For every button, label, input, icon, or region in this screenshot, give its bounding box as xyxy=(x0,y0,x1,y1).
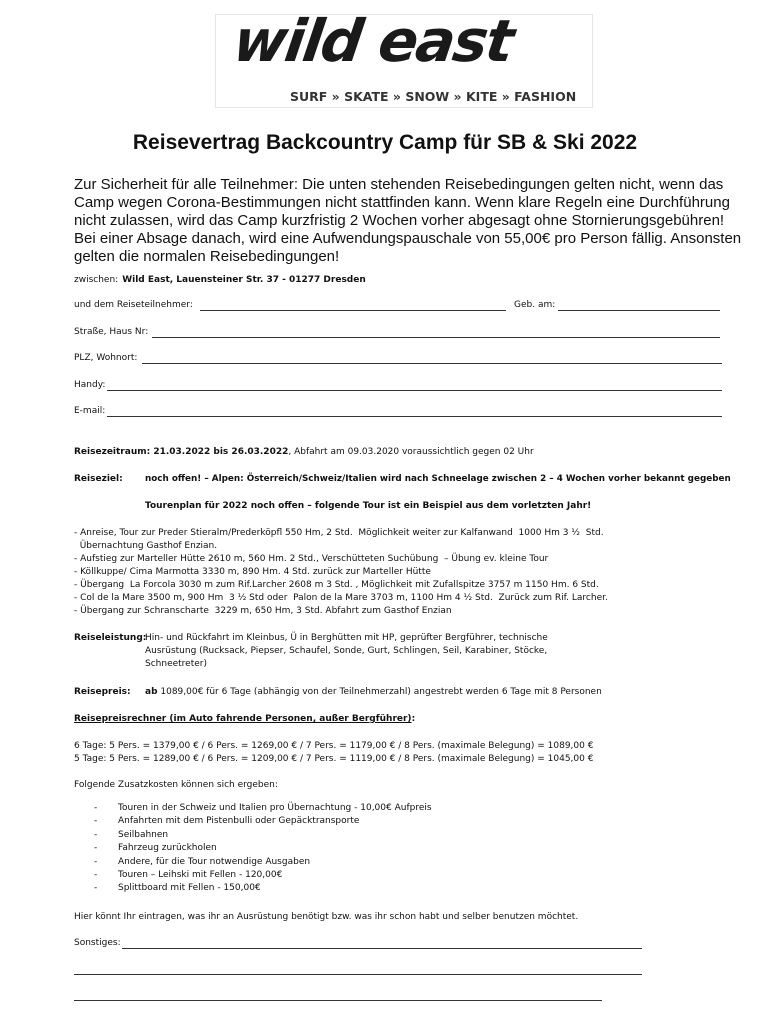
price-label: Reisepreis: xyxy=(74,687,131,697)
street-field[interactable] xyxy=(152,337,720,338)
equipment-note: Hier könnt Ihr eintragen, was ihr an Ausrüstung benötigt bzw. was ihr schon habt und selber benutzen möchtet. xyxy=(74,912,579,922)
birthdate-field[interactable] xyxy=(558,310,720,311)
email-label: E-mail: xyxy=(74,406,106,416)
tour-step: - Übergang La Forcola 3030 m zum Rif.Larcher 2608 m 3 Std. , Möglichkeit mit Zufallspitze 3757 m 1150 Hm. 6 Std. xyxy=(74,580,599,590)
price-row: 6 Tage: 5 Pers. = 1379,00 € / 6 Pers. = 1269,00 € / 7 Pers. = 1179,00 € / 8 Pers. (maximale Belegung) = 1089,00 € xyxy=(74,741,594,751)
tour-step: - Col de la Mare 3500 m, 900 Hm 3 ½ Std oder Palon de la Mare 3703 m, 1100 Hm 4 ½ Std. Zurück zum Rif. Larcher. xyxy=(74,593,608,603)
other-field-line-2[interactable] xyxy=(74,974,642,975)
list-item: - Touren in der Schweiz und Italien pro Übernachtung - 10,00€ Aufpreis xyxy=(92,802,432,815)
destination-text: noch offen! – Alpen: Österreich/Schweiz/Italien wird nach Schneelage zwischen 2 – 4 Wochen vorher bekannt gegeben xyxy=(145,474,731,484)
price-calculator-heading: Reisepreisrechner (im Auto fahrende Personen, außer Bergführer): xyxy=(74,714,416,724)
other-field-line-3[interactable] xyxy=(74,1000,602,1001)
list-item: - Andere, für die Tour notwendige Ausgaben xyxy=(92,856,432,869)
tour-list xyxy=(74,527,608,618)
services-text: Hin- und Rückfahrt im Kleinbus, Ü in Berghütten mit HP, geprüfter Bergführer, technische Ausrüstung (Rucksack, Piepser, Schaufel, Sonde, Gurt, Schlingen, Seil, Karabiner, Stöcke, Schneetreter) xyxy=(145,633,548,669)
extras-intro: Folgende Zusatzkosten können sich ergeben: xyxy=(74,780,278,790)
mobile-label: Handy: xyxy=(74,380,106,390)
extras-list xyxy=(92,802,432,896)
other-field[interactable] xyxy=(122,948,642,949)
price-calculator-table xyxy=(74,740,593,766)
services-label: Reiseleistung: xyxy=(74,633,147,643)
list-item: - Anfahrten mit dem Pistenbulli oder Gepäcktransporte xyxy=(92,815,432,828)
tour-step: - Aufstieg zur Marteller Hütte 2610 m, 560 Hm. 2 Std., Verschütteten Suchübung – Übung ev. kleine Tour xyxy=(74,554,549,564)
logo xyxy=(215,7,593,108)
logo-wordmark: wild east xyxy=(229,7,517,75)
logo-tagline: SURF » SKATE » SNOW » KITE » FASHION xyxy=(290,89,577,104)
participant-field[interactable] xyxy=(200,310,506,311)
other-label: Sonstiges: xyxy=(74,938,121,948)
mobile-field[interactable] xyxy=(107,390,722,391)
tour-step: Übernachtung Gasthof Enzian. xyxy=(74,541,218,551)
street-label: Straße, Haus Nr: xyxy=(74,327,149,337)
corona-notice: Zur Sicherheit für alle Teilnehmer: Die unten stehenden Reisebedingungen gelten nicht, wenn das Camp wegen Corona-Bestimmungen nicht stattfinden kann. Wenn klare Regeln eine Durchführung nicht zulassen, wird das Camp kurzfristig 2 Wochen vorher abgesagt ohne Stornierungsgebühren! Bei einer Absage danach, wird eine Aufwendungspauschale von 55,00€ pro Person fällig. Ansonsten gelten die normalen Reisebedingungen! xyxy=(74,176,742,265)
organizer-address: Wild East, Lauensteiner Str. 37 - 01277 Dresden xyxy=(122,275,366,285)
tour-step: - Anreise, Tour zur Preder Stieralm/Prederköpfl 550 Hm, 2 Std. Möglichkeit weiter zur Kalfanwand 1000 Hm 3 ½ Std. xyxy=(74,528,604,538)
travel-period: Reisezeitraum: 21.03.2022 bis 26.03.2022, Abfahrt am 09.03.2020 voraussichtlich gegen 02 Uhr xyxy=(74,447,534,457)
participant-label: und dem Reiseteilnehmer: xyxy=(74,300,193,310)
between-line: zwischen: Wild East, Lauensteiner Str. 37 - 01277 Dresden xyxy=(74,275,366,285)
birthdate-label: Geb. am: xyxy=(514,300,556,310)
price-text: ab 1089,00€ für 6 Tage (abhängig von der Teilnehmerzahl) angestrebt werden 6 Tage mit 8 Personen xyxy=(145,687,602,697)
tour-plan-note: Tourenplan für 2022 noch offen – folgende Tour ist ein Beispiel aus dem vorletzten Jahr! xyxy=(145,501,592,511)
list-item: - Touren – Leihski mit Fellen - 120,00€ xyxy=(92,869,432,882)
city-field[interactable] xyxy=(142,363,722,364)
city-label: PLZ, Wohnort: xyxy=(74,353,138,363)
email-field[interactable] xyxy=(107,416,722,417)
tour-step: - Köllkuppe/ Cima Marmotta 3330 m, 890 Hm. 4 Std. zurück zur Marteller Hütte xyxy=(74,567,431,577)
list-item: - Seilbahnen xyxy=(92,829,432,842)
list-item: - Fahrzeug zurückholen xyxy=(92,842,432,855)
page-title: Reisevertrag Backcountry Camp für SB & Ski 2022 xyxy=(132,131,638,154)
destination-label: Reiseziel: xyxy=(74,474,123,484)
list-item: - Splittboard mit Fellen - 150,00€ xyxy=(92,882,432,895)
price-row: 5 Tage: 5 Pers. = 1289,00 € / 6 Pers. = 1209,00 € / 7 Pers. = 1119,00 € / 8 Pers. (maximale Belegung) = 1045,00 € xyxy=(74,754,594,764)
tour-step: - Übergang zur Schranscharte 3229 m, 650 Hm, 3 Std. Abfahrt zum Gasthof Enzian xyxy=(74,606,452,616)
